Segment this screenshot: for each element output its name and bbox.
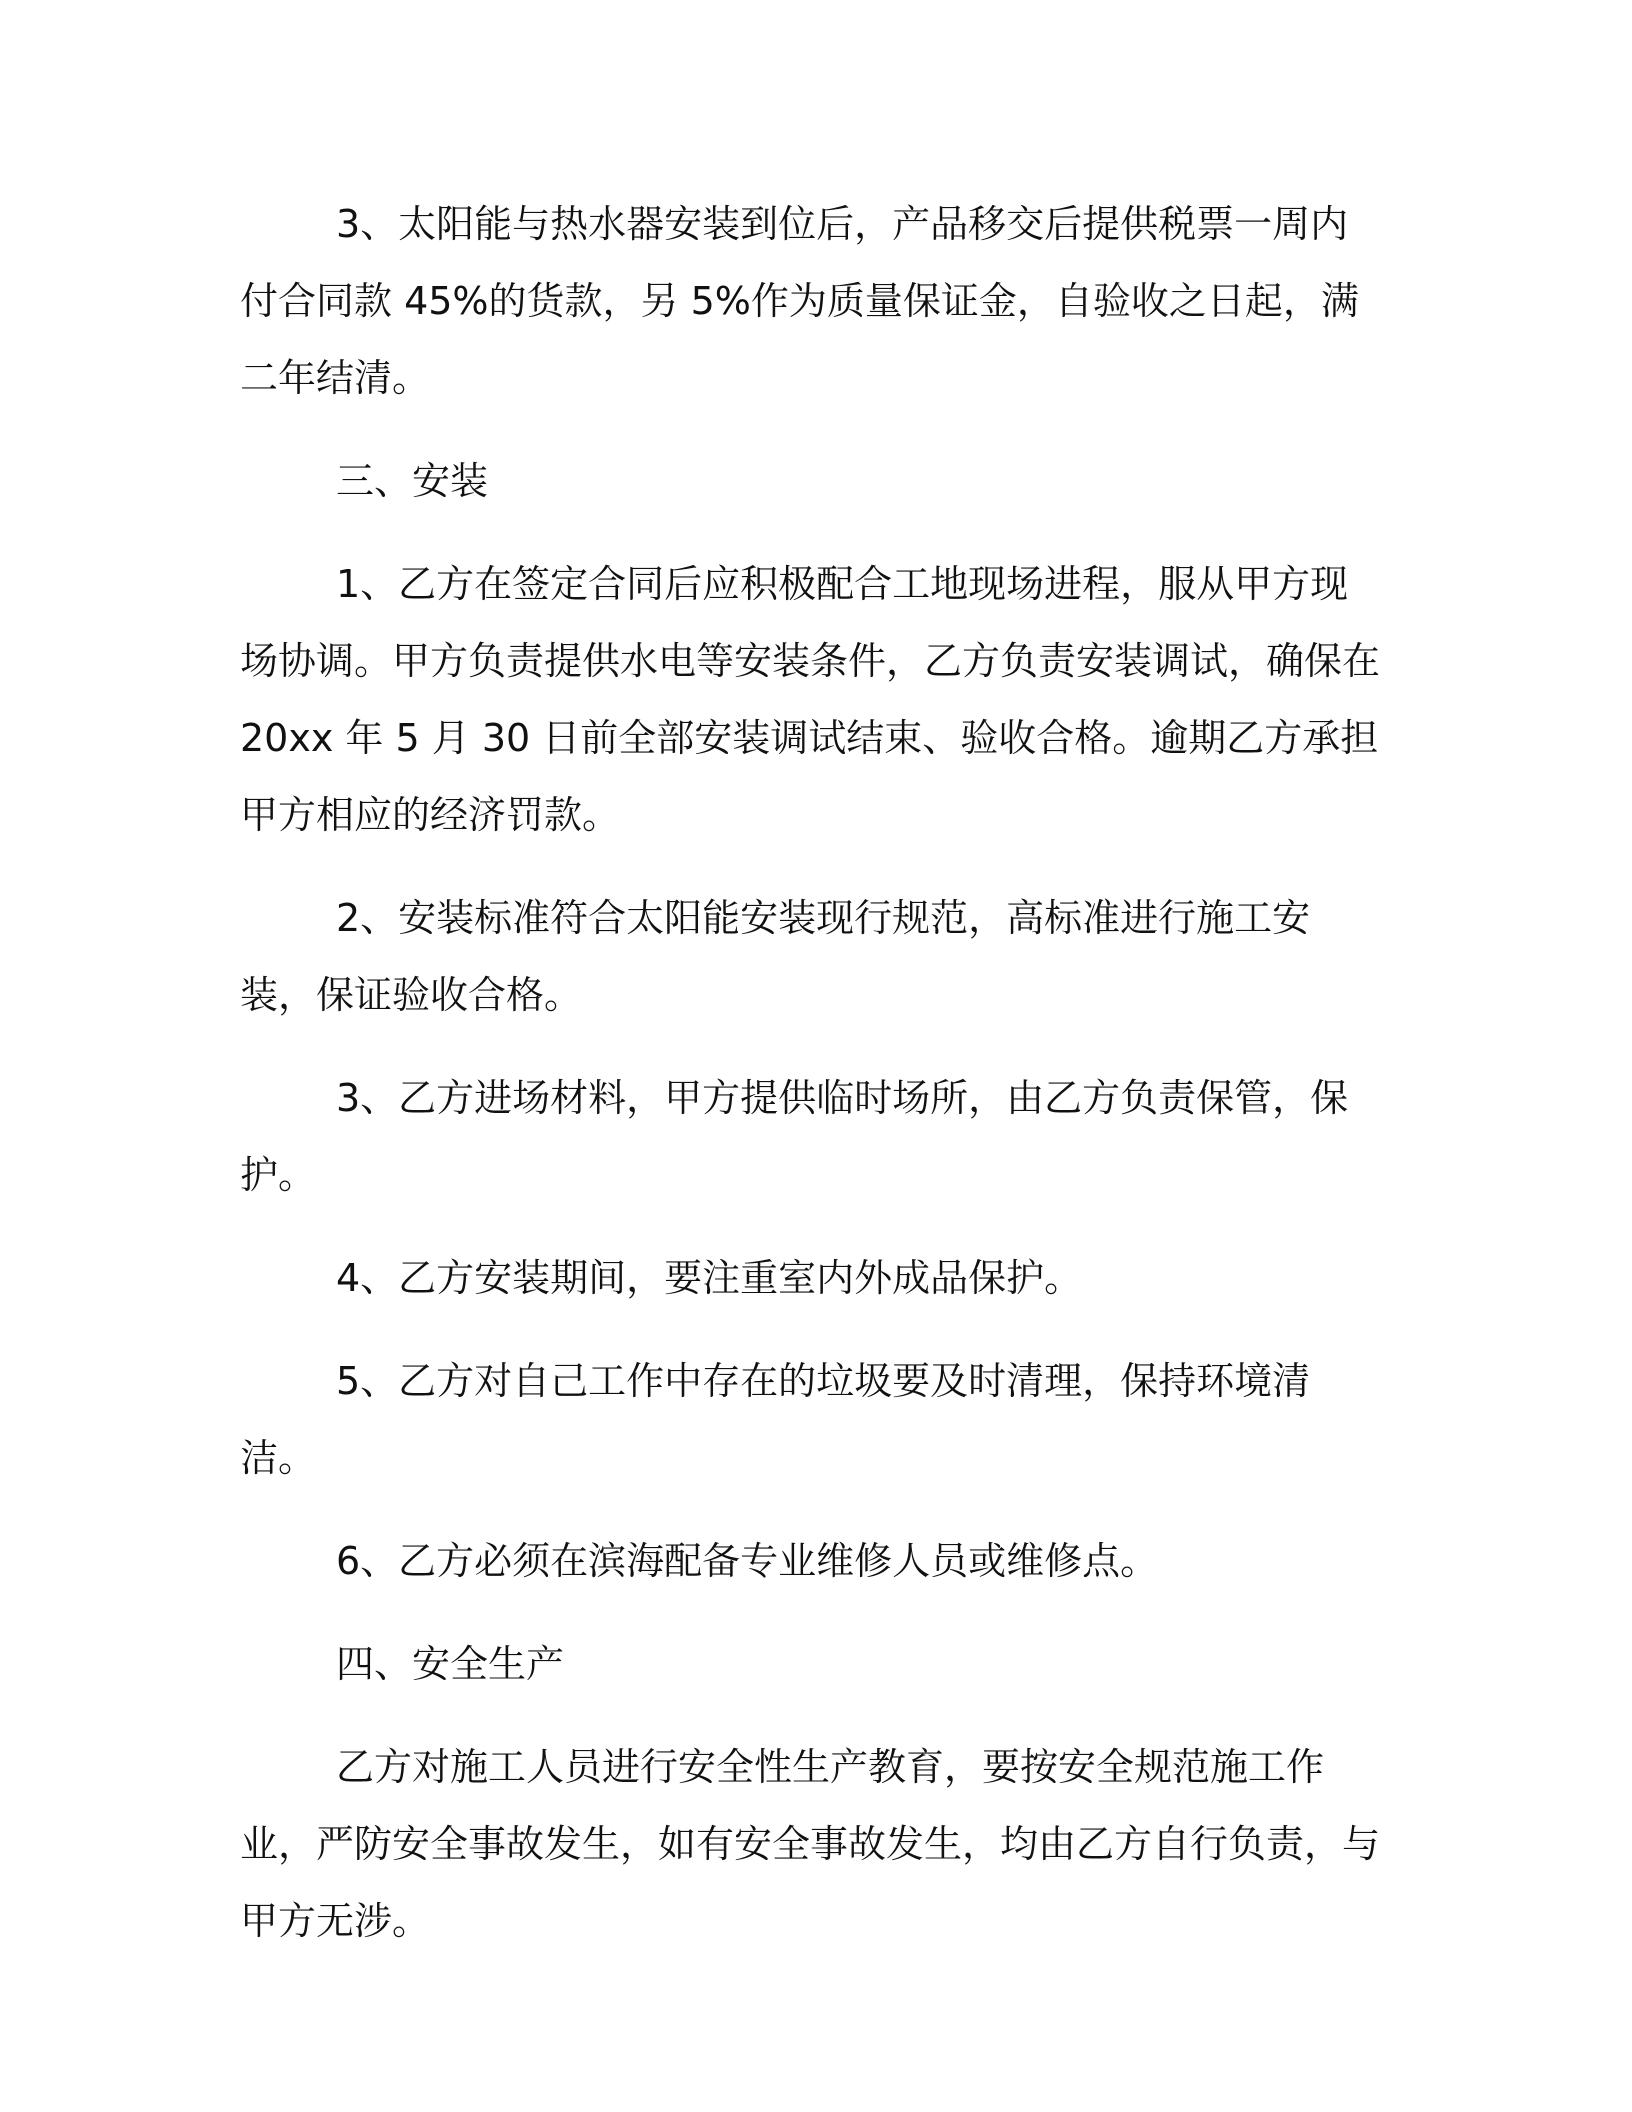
paragraph-payment-3: 3、太阳能与热水器安装到位后，产品移交后提供税票一周内付合同款 45%的货款，另 5%作为质量保证金，自验收之日起，满二年结清。 bbox=[240, 202, 1359, 400]
paragraph-installation-6: 6、乙方必须在滨海配备专业维修人员或维修点。 bbox=[336, 1539, 1159, 1583]
paragraph-installation-4: 4、乙方安装期间，要注重室内外成品保护。 bbox=[336, 1256, 1083, 1300]
paragraph-installation-3: 3、乙方进场材料，甲方提供临时场所，由乙方负责保管，保护。 bbox=[240, 1076, 1349, 1197]
paragraph-installation-2: 2、安装标准符合太阳能安装现行规范，高标准进行施工安装，保证验收合格。 bbox=[240, 896, 1311, 1017]
section-heading-safety: 四、安全生产 bbox=[336, 1642, 565, 1686]
paragraph-installation-1: 1、乙方在签定合同后应积极配合工地现场进程，服从甲方现场协调。甲方负责提供水电等安装条件，乙方负责安装调试，确保在 20xx 年 5 月 30 日前全部安装调试结束、验收合格。逾期乙方承担甲方相应的经济罚款。 bbox=[240, 562, 1381, 837]
paragraph-installation-5: 5、乙方对自己工作中存在的垃圾要及时清理，保持环境清洁。 bbox=[240, 1359, 1311, 1480]
paragraph-safety: 乙方对施工人员进行安全性生产教育，要按安全规范施工作业，严防安全事故发生，如有安全事故发生，均由乙方自行负责，与甲方无涉。 bbox=[240, 1745, 1381, 1943]
document-body bbox=[240, 186, 1380, 1986]
section-heading-installation: 三、安装 bbox=[336, 459, 489, 503]
